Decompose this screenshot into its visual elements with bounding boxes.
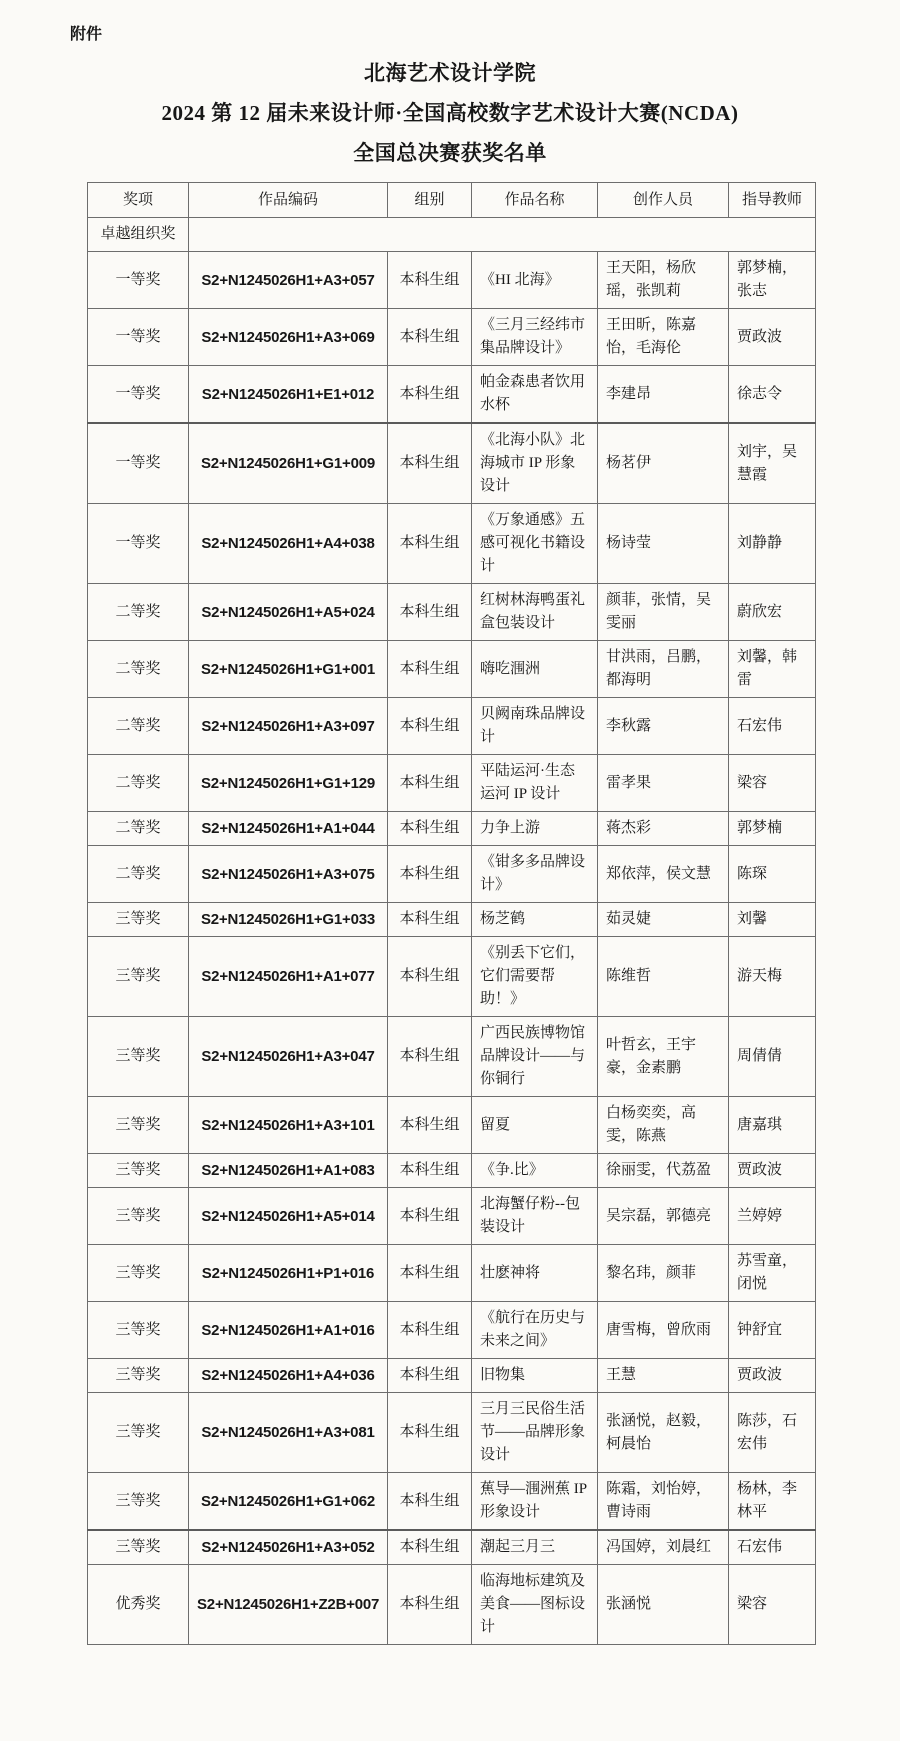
table-cell-award: 三等奖 — [88, 1393, 189, 1473]
table-cell-award: 一等奖 — [88, 423, 189, 504]
table-cell-creators: 冯国婷，刘晨红 — [598, 1530, 729, 1565]
table-row — [88, 755, 816, 812]
table-cell-advisors: 陈莎，石宏伟 — [729, 1393, 816, 1473]
table-cell-creators: 陈霜，刘怡婷，曹诗雨 — [598, 1473, 729, 1531]
table-row — [88, 252, 816, 309]
table-cell-award: 三等奖 — [88, 1097, 189, 1154]
header-award: 奖项 — [88, 183, 189, 218]
table-cell-group: 本科生组 — [388, 1097, 472, 1154]
table-row — [88, 698, 816, 755]
table-cell-group: 本科生组 — [388, 903, 472, 937]
table-cell-advisors: 陈琛 — [729, 846, 816, 903]
table-cell-advisors: 刘静静 — [729, 504, 816, 584]
special-award-cell: 卓越组织奖 — [88, 218, 189, 252]
table-cell-award: 三等奖 — [88, 1017, 189, 1097]
table-cell-group: 本科生组 — [388, 1359, 472, 1393]
table-row — [88, 1154, 816, 1188]
table-cell-award: 一等奖 — [88, 252, 189, 309]
table-cell-group: 本科生组 — [388, 1188, 472, 1245]
title-block — [0, 60, 900, 166]
table-cell-work-title: 《争.比》 — [472, 1154, 598, 1188]
table-cell-creators: 杨茗伊 — [598, 423, 729, 504]
table-cell-group: 本科生组 — [388, 252, 472, 309]
table-cell-advisors: 刘馨 — [729, 903, 816, 937]
table-cell-code: S2+N1245026H1+A4+038 — [189, 504, 388, 584]
document-title-line-3: 全国总决赛获奖名单 — [353, 141, 547, 165]
table-cell-code: S2+N1245026H1+E1+012 — [189, 366, 388, 424]
table-row — [88, 1473, 816, 1531]
table-cell-creators: 甘洪雨，吕鹏，都海明 — [598, 641, 729, 698]
header-work-title: 作品名称 — [472, 183, 598, 218]
table-cell-group: 本科生组 — [388, 1017, 472, 1097]
table-cell-advisors: 唐嘉琪 — [729, 1097, 816, 1154]
table-cell-advisors: 贾政波 — [729, 1154, 816, 1188]
table-cell-group: 本科生组 — [388, 366, 472, 424]
table-cell-advisors: 徐志令 — [729, 366, 816, 424]
table-row — [88, 1393, 816, 1473]
table-cell-advisors: 周倩倩 — [729, 1017, 816, 1097]
table-cell-group: 本科生组 — [388, 1245, 472, 1302]
table-cell-creators: 王天阳，杨欣瑶，张凯莉 — [598, 252, 729, 309]
table-cell-work-title: 留夏 — [472, 1097, 598, 1154]
table-cell-advisors: 刘宇，吴慧霞 — [729, 423, 816, 504]
table-cell-advisors: 刘馨，韩雷 — [729, 641, 816, 698]
table-cell-creators: 徐丽雯，代荔盈 — [598, 1154, 729, 1188]
table-cell-award: 三等奖 — [88, 1154, 189, 1188]
table-row — [88, 1302, 816, 1359]
table-row — [88, 641, 816, 698]
table-cell-code: S2+N1245026H1+A3+047 — [189, 1017, 388, 1097]
document-title-line-2: 2024 第 12 届未来设计师·全国高校数字艺术设计大赛(NCDA) — [161, 101, 739, 125]
table-cell-work-title: 红树林海鸭蛋礼盒包装设计 — [472, 584, 598, 641]
table-cell-group: 本科生组 — [388, 1393, 472, 1473]
table-cell-award: 三等奖 — [88, 1473, 189, 1531]
table-cell-award: 三等奖 — [88, 937, 189, 1017]
table-row — [88, 1245, 816, 1302]
awards-table — [87, 182, 816, 1645]
table-cell-award: 优秀奖 — [88, 1565, 189, 1645]
table-cell-advisors: 杨林，李林平 — [729, 1473, 816, 1531]
header-code: 作品编码 — [189, 183, 388, 218]
table-cell-work-title: 壮麽神将 — [472, 1245, 598, 1302]
table-cell-award: 三等奖 — [88, 1245, 189, 1302]
table-row — [88, 1565, 816, 1645]
table-cell-code: S2+N1245026H1+A3+057 — [189, 252, 388, 309]
table-cell-work-title: 《钳多多品牌设计》 — [472, 846, 598, 903]
table-cell-code: S2+N1245026H1+A5+014 — [189, 1188, 388, 1245]
table-cell-work-title: 平陆运河·生态运河 IP 设计 — [472, 755, 598, 812]
table-cell-work-title: 蕉导—涠洲蕉 IP 形象设计 — [472, 1473, 598, 1531]
table-cell-code: S2+N1245026H1+A1+044 — [189, 812, 388, 846]
table-cell-advisors: 梁容 — [729, 1565, 816, 1645]
table-cell-creators: 叶哲玄，王宇豪，金素鹏 — [598, 1017, 729, 1097]
table-row — [88, 366, 816, 424]
header-group: 组别 — [388, 183, 472, 218]
table-cell-code: S2+N1245026H1+A5+024 — [189, 584, 388, 641]
table-row — [88, 1188, 816, 1245]
table-row — [88, 937, 816, 1017]
table-cell-code: S2+N1245026H1+G1+001 — [189, 641, 388, 698]
table-cell-award: 三等奖 — [88, 903, 189, 937]
table-cell-award: 二等奖 — [88, 755, 189, 812]
table-cell-code: S2+N1245026H1+A4+036 — [189, 1359, 388, 1393]
table-cell-award: 一等奖 — [88, 504, 189, 584]
table-cell-advisors: 蔚欣宏 — [729, 584, 816, 641]
table-cell-creators: 雷孝果 — [598, 755, 729, 812]
table-cell-creators: 张涵悦，赵毅，柯晨怡 — [598, 1393, 729, 1473]
table-cell-group: 本科生组 — [388, 584, 472, 641]
table-row — [88, 504, 816, 584]
table-cell-creators: 颜菲，张情，吴雯丽 — [598, 584, 729, 641]
table-cell-creators: 杨诗莹 — [598, 504, 729, 584]
table-row — [88, 423, 816, 504]
table-cell-advisors: 郭梦楠 — [729, 812, 816, 846]
table-cell-creators: 王慧 — [598, 1359, 729, 1393]
table-cell-advisors: 钟舒宜 — [729, 1302, 816, 1359]
table-cell-group: 本科生组 — [388, 937, 472, 1017]
table-cell-work-title: 贝阙南珠品牌设计 — [472, 698, 598, 755]
table-cell-work-title: 临海地标建筑及美食——图标设计 — [472, 1565, 598, 1645]
table-cell-group: 本科生组 — [388, 1302, 472, 1359]
table-cell-advisors: 贾政波 — [729, 309, 816, 366]
table-cell-group: 本科生组 — [388, 641, 472, 698]
table-cell-work-title: 力争上游 — [472, 812, 598, 846]
header-advisors: 指导教师 — [729, 183, 816, 218]
table-cell-advisors: 梁容 — [729, 755, 816, 812]
table-cell-code: S2+N1245026H1+G1+033 — [189, 903, 388, 937]
table-cell-code: S2+N1245026H1+A3+101 — [189, 1097, 388, 1154]
table-cell-work-title: 杨芝鹤 — [472, 903, 598, 937]
table-cell-creators: 黎名玮，颜菲 — [598, 1245, 729, 1302]
table-cell-advisors: 石宏伟 — [729, 698, 816, 755]
table-cell-group: 本科生组 — [388, 423, 472, 504]
table-cell-group: 本科生组 — [388, 698, 472, 755]
table-cell-group: 本科生组 — [388, 504, 472, 584]
table-cell-work-title: 《别丢下它们，它们需要帮助！》 — [472, 937, 598, 1017]
table-cell-award: 三等奖 — [88, 1530, 189, 1565]
table-cell-code: S2+N1245026H1+A3+052 — [189, 1530, 388, 1565]
table-cell-creators: 郑依萍，侯文慧 — [598, 846, 729, 903]
table-cell-work-title: 嗨吃涠洲 — [472, 641, 598, 698]
table-cell-code: S2+N1245026H1+A1+077 — [189, 937, 388, 1017]
table-cell-creators: 蒋杰彩 — [598, 812, 729, 846]
table-cell-code: S2+N1245026H1+A3+081 — [189, 1393, 388, 1473]
table-cell-advisors: 贾政波 — [729, 1359, 816, 1393]
table-cell-advisors: 兰婷婷 — [729, 1188, 816, 1245]
table-cell-work-title: 《万象通感》五感可视化书籍设计 — [472, 504, 598, 584]
table-cell-code: S2+N1245026H1+A3+075 — [189, 846, 388, 903]
table-cell-award: 一等奖 — [88, 366, 189, 424]
table-cell-award: 二等奖 — [88, 846, 189, 903]
table-cell-advisors: 郭梦楠，张志 — [729, 252, 816, 309]
table-cell-group: 本科生组 — [388, 1530, 472, 1565]
table-row — [88, 846, 816, 903]
table-cell-advisors: 石宏伟 — [729, 1530, 816, 1565]
table-cell-award: 二等奖 — [88, 641, 189, 698]
table-cell-group: 本科生组 — [388, 309, 472, 366]
table-cell-award: 二等奖 — [88, 698, 189, 755]
table-cell-code: S2+N1245026H1+A1+083 — [189, 1154, 388, 1188]
table-header-row — [88, 183, 816, 218]
table-cell-code: S2+N1245026H1+G1+062 — [189, 1473, 388, 1531]
table-cell-code: S2+N1245026H1+A3+069 — [189, 309, 388, 366]
table-row — [88, 812, 816, 846]
table-cell-group: 本科生组 — [388, 1473, 472, 1531]
table-cell-group: 本科生组 — [388, 755, 472, 812]
table-cell-award: 三等奖 — [88, 1359, 189, 1393]
table-cell-code: S2+N1245026H1+G1+129 — [189, 755, 388, 812]
table-cell-creators: 陈维哲 — [598, 937, 729, 1017]
table-cell-work-title: 《航行在历史与未来之间》 — [472, 1302, 598, 1359]
table-cell-work-title: 《北海小队》北海城市 IP 形象设计 — [472, 423, 598, 504]
table-cell-advisors: 游天梅 — [729, 937, 816, 1017]
table-cell-creators: 吴宗磊，郭德亮 — [598, 1188, 729, 1245]
table-cell-creators: 李秋露 — [598, 698, 729, 755]
table-cell-creators: 茹灵婕 — [598, 903, 729, 937]
table-cell-work-title: 广西民族博物馆品牌设计——与你铜行 — [472, 1017, 598, 1097]
table-row — [88, 1530, 816, 1565]
special-award-empty-cell — [189, 218, 816, 252]
table-row — [88, 1097, 816, 1154]
document-title-line-1: 北海艺术设计学院 — [364, 61, 536, 85]
table-cell-award: 一等奖 — [88, 309, 189, 366]
table-cell-creators: 张涵悦 — [598, 1565, 729, 1645]
table-cell-creators: 白杨奕奕，高雯，陈燕 — [598, 1097, 729, 1154]
table-row — [88, 1017, 816, 1097]
table-cell-creators: 王田昕，陈嘉怡，毛海伦 — [598, 309, 729, 366]
table-cell-work-title: 三月三民俗生活节——品牌形象设计 — [472, 1393, 598, 1473]
table-cell-work-title: 帕金森患者饮用水杯 — [472, 366, 598, 424]
table-row — [88, 584, 816, 641]
table-cell-code: S2+N1245026H1+P1+016 — [189, 1245, 388, 1302]
table-cell-work-title: 《HI 北海》 — [472, 252, 598, 309]
table-cell-code: S2+N1245026H1+A3+097 — [189, 698, 388, 755]
table-cell-advisors: 苏雪童，闭悦 — [729, 1245, 816, 1302]
table-cell-work-title: 旧物集 — [472, 1359, 598, 1393]
table-cell-award: 二等奖 — [88, 812, 189, 846]
table-row — [88, 1359, 816, 1393]
table-cell-group: 本科生组 — [388, 812, 472, 846]
table-cell-work-title: 《三月三经纬市集品牌设计》 — [472, 309, 598, 366]
table-cell-group: 本科生组 — [388, 1154, 472, 1188]
table-cell-group: 本科生组 — [388, 846, 472, 903]
table-cell-award: 三等奖 — [88, 1302, 189, 1359]
table-cell-award: 三等奖 — [88, 1188, 189, 1245]
table-row — [88, 903, 816, 937]
table-cell-group: 本科生组 — [388, 1565, 472, 1645]
table-cell-work-title: 潮起三月三 — [472, 1530, 598, 1565]
awards-table-body — [88, 218, 816, 1645]
header-creators: 创作人员 — [598, 183, 729, 218]
table-cell-creators: 唐雪梅，曾欣雨 — [598, 1302, 729, 1359]
table-cell-code: S2+N1245026H1+G1+009 — [189, 423, 388, 504]
table-cell-award: 二等奖 — [88, 584, 189, 641]
table-cell-code: S2+N1245026H1+A1+016 — [189, 1302, 388, 1359]
attachment-label: 附件 — [70, 26, 103, 43]
table-cell-code: S2+N1245026H1+Z2B+007 — [189, 1565, 388, 1645]
table-cell-creators: 李建昂 — [598, 366, 729, 424]
special-award-row — [88, 218, 816, 252]
table-row — [88, 309, 816, 366]
table-cell-work-title: 北海蟹仔粉--包装设计 — [472, 1188, 598, 1245]
